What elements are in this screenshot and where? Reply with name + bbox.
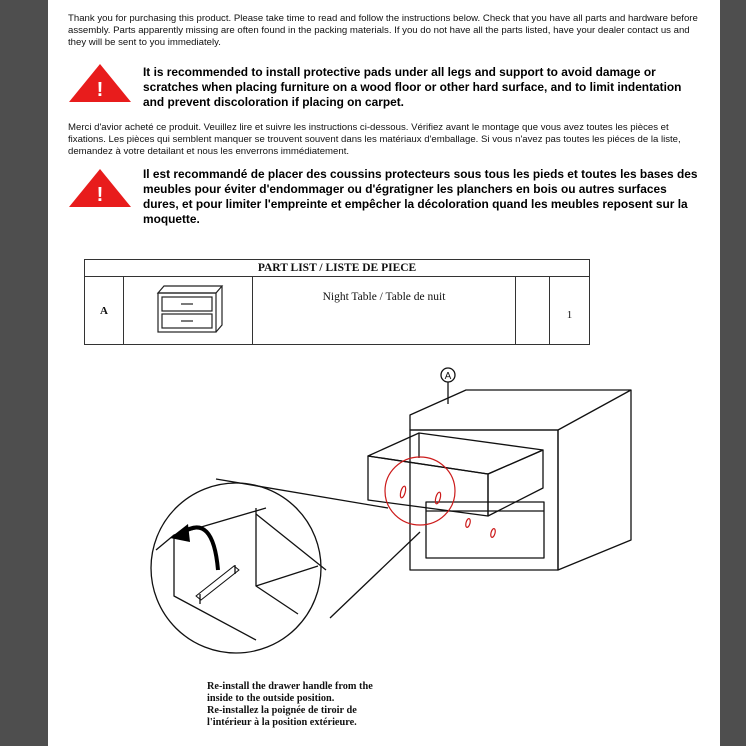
cabinet-top: [410, 390, 631, 430]
caption-fr-line2: l'intérieur à la position extérieure.: [207, 717, 357, 728]
drawer-open-front: [368, 456, 488, 516]
caption-en-line2: inside to the outside position.: [207, 693, 335, 704]
nightstand-thumbnail-icon: [148, 281, 228, 335]
intro-french: Merci d'avior acheté ce produit. Veuillez lire et suivre les instructions ci-dessous. Vérifiez avant le montage que vous avez toutes les pièces et fixations. Les pièces qui semblent manquer se trouvent souvent dans les matériaux d'emballage. Si vous n'avez pas toutes les piéces de la liste, demandez à votre detailant et nous les enverrons immédiatement.: [68, 122, 681, 157]
intro-english: Thank you for purchasing this product. Please take time to read and follow the instructions below. Check that you have all parts and hardware before assembly. Parts apparently missing are often found in the packing materials. If you do not have all the parts listed, have your dealer contact us and they will be sent to you immediately.: [68, 13, 698, 48]
handle-detail: [196, 566, 239, 600]
cabinet-front: [410, 430, 558, 570]
caption-en-line1: Re-install the drawer handle from the: [207, 681, 373, 692]
caption-fr-line1: Re-installez la poignée de tiroir de: [207, 705, 357, 716]
table-spacer-cell: [516, 277, 550, 345]
instruction-caption: [207, 681, 467, 729]
svg-text:!: !: [96, 184, 104, 206]
part-name: Night Table / Table de nuit: [253, 277, 516, 345]
handle-mark: [399, 486, 406, 499]
part-list-table: [84, 259, 590, 345]
table-row: [85, 277, 590, 345]
warning-icon: [68, 168, 132, 208]
drawer-open-side: [488, 450, 543, 516]
assembly-diagram: [48, 360, 720, 660]
part-thumbnail: [124, 277, 253, 345]
part-list-header: PART LIST / LISTE DE PIECE: [85, 260, 590, 277]
handle-mark: [465, 518, 471, 528]
warning-english: It is recommended to install protective pads under all legs and support to avoid damage or scratches when placing furniture on a wood floor or other hard surface, and to limit indentation and prevent discoloration if placing on carpet.: [143, 65, 682, 109]
warning-icon: [68, 63, 132, 103]
handle-mark: [490, 528, 496, 538]
cabinet-side: [558, 390, 631, 570]
part-letter: A: [85, 277, 124, 345]
part-quantity: 1: [550, 277, 590, 345]
part-label-A: A: [444, 371, 452, 382]
handle-highlight-circle: [385, 457, 455, 525]
svg-text:!: !: [96, 79, 104, 101]
instruction-page: [48, 0, 720, 746]
warning-french: Il est recommandé de placer des coussins protecteurs sous tous les pieds et toutes les bases des meubles pour éviter d'endommager ou d'égratigner les planchers en bois ou autres surfaces dures, et pour limiter l'empreinte et empêcher la décoloration quand les meubles reposent sur la moquette.: [143, 167, 698, 226]
